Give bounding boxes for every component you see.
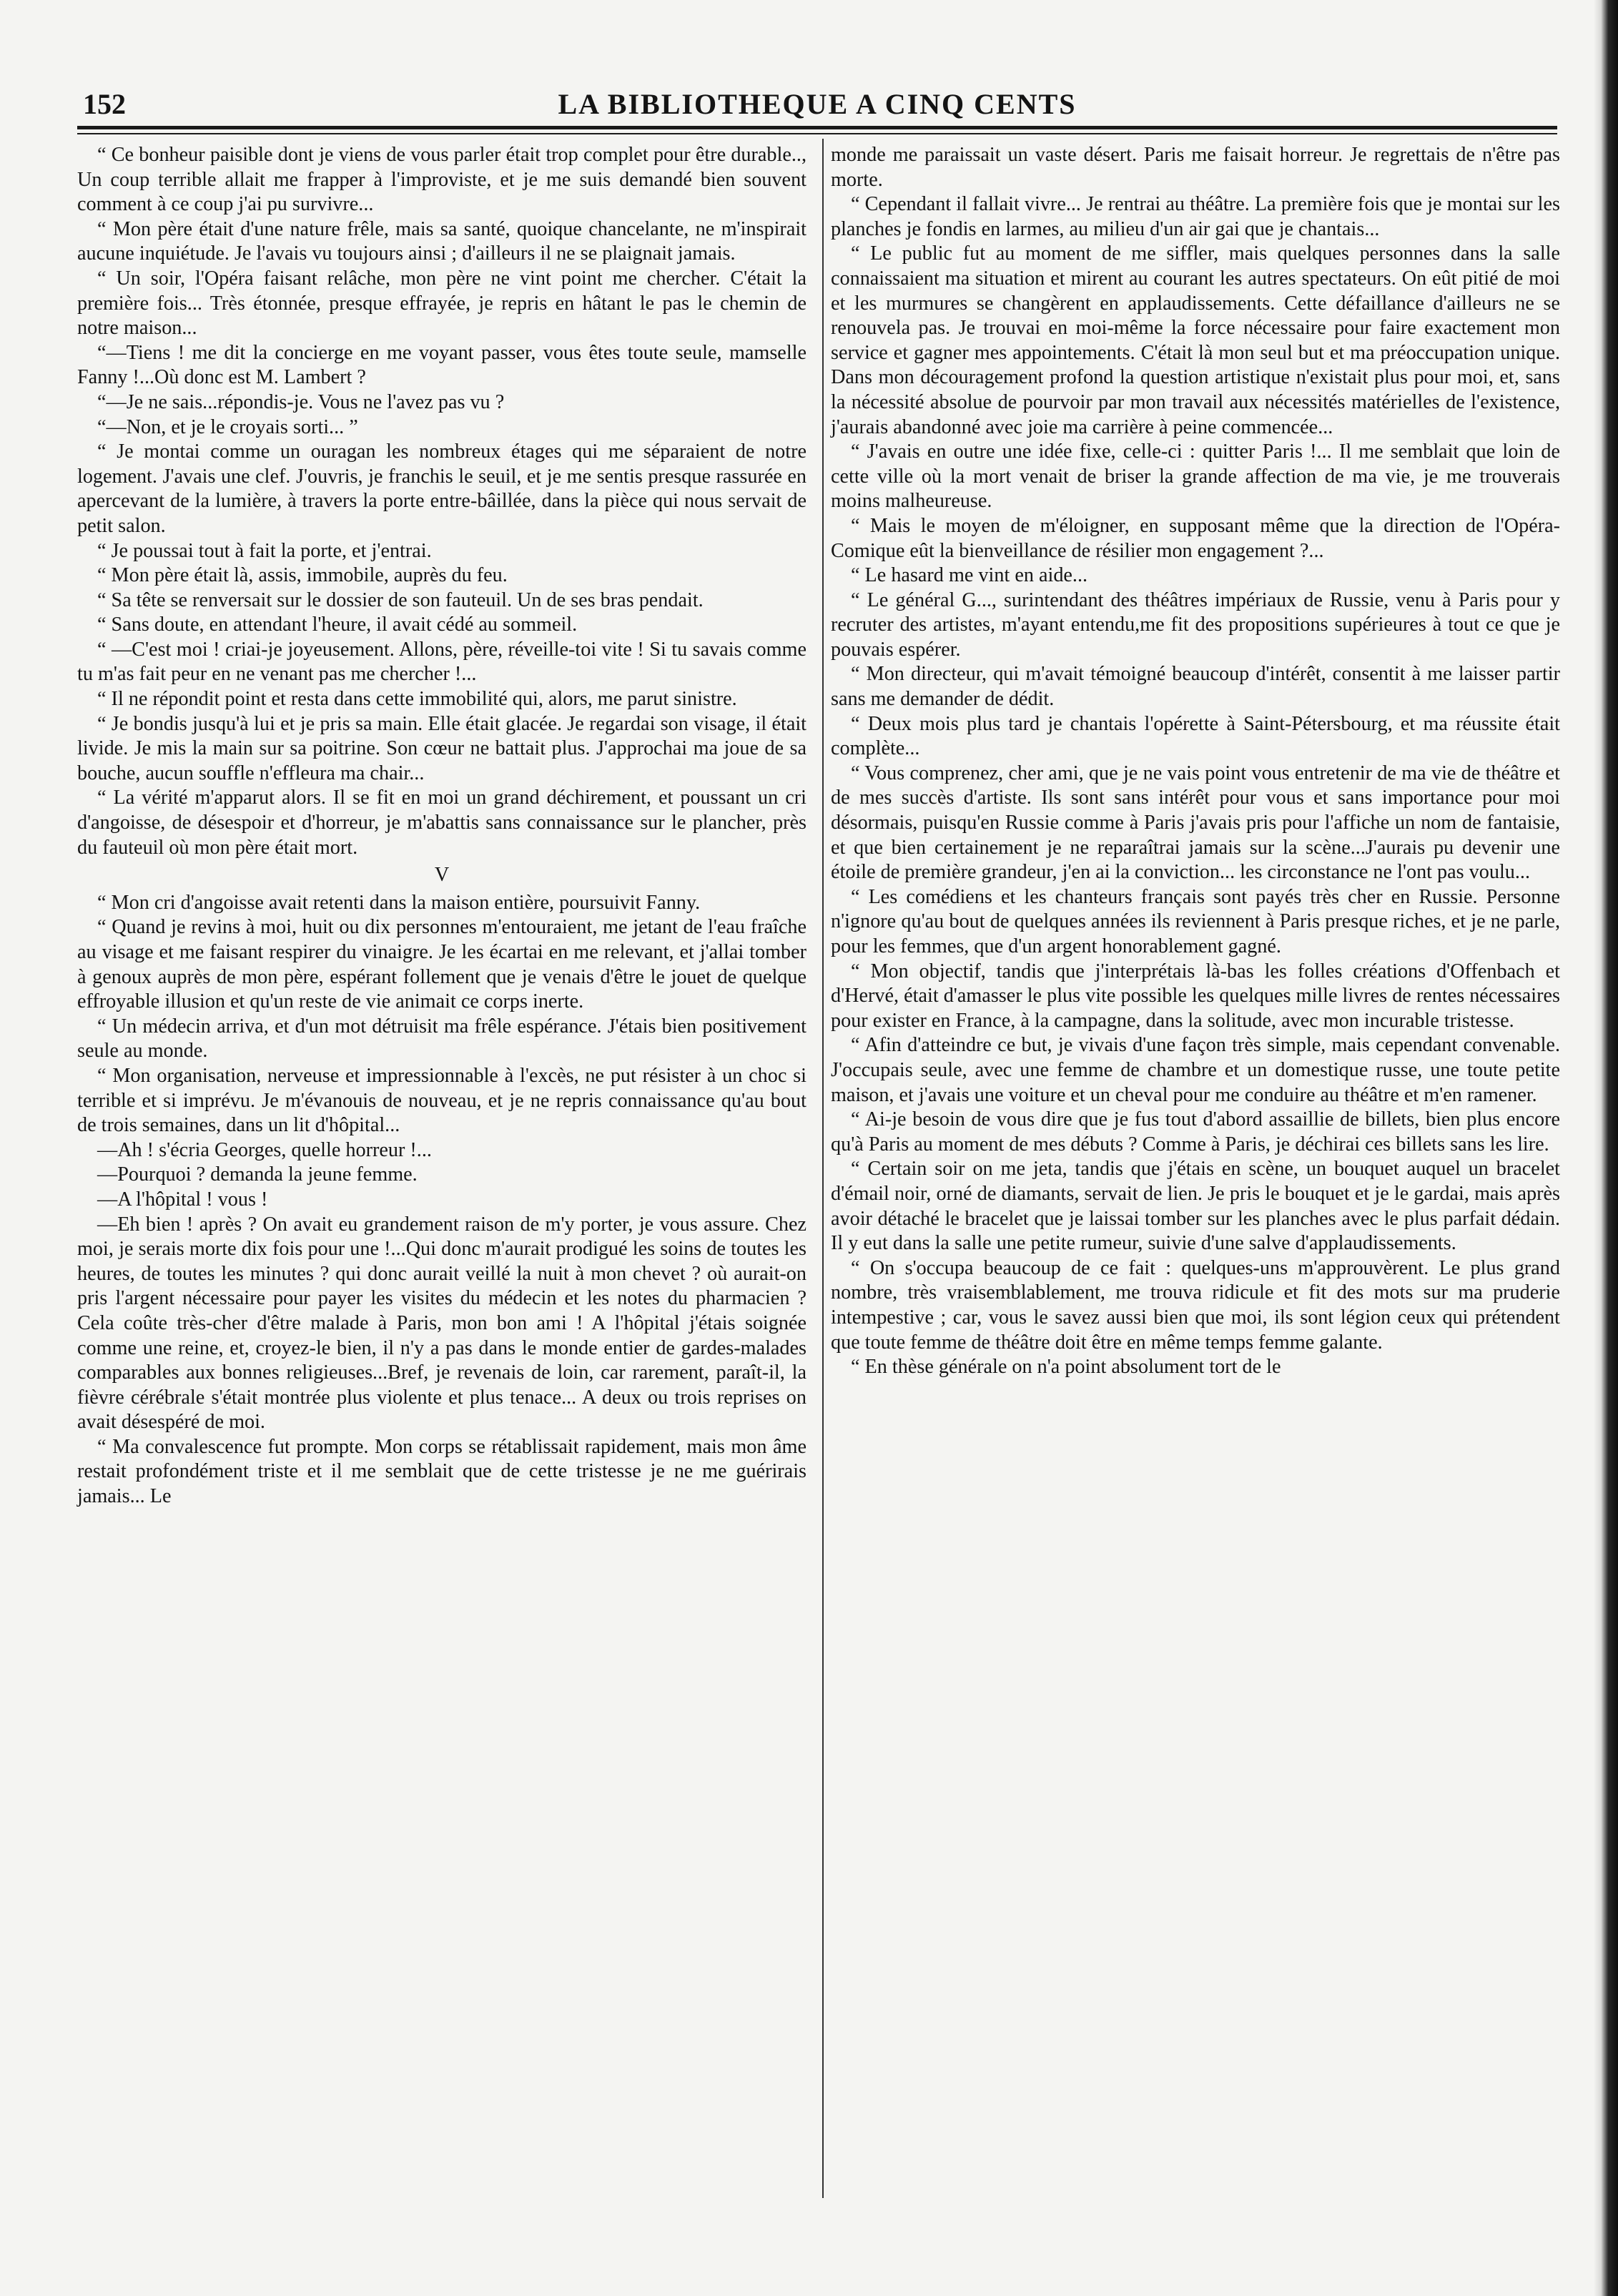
paragraph: “ Je montai comme un ouragan les nombreux étages qui me séparaient de notre logement. J'avais une clef. J'ouvris, je franchis le seuil, et je me sentis presque rassurée en apercevant de la lumière, à travers la porte entre-bâillée, dans la pièce qui nous servait de petit salon.: [77, 440, 806, 537]
paragraph: “—Non, et je le croyais sorti... ”: [97, 415, 358, 438]
paragraph: “ Le public fut au moment de me siffler, mais quelques personnes dans la salle connaissaient ma situation et mirent au courant les autres spectateurs. On eût pitié de moi et les murmures se changèrent en applaudissements. Cette défaillance d'ailleurs ne se renouvela pas. Je trouvai en moi-même la force nécessaire pour faire exactement mon service et gagner mes appointements. C'était là mon seul but et ma préoccupation unique. Dans mon découragement profond la question artistique n'existait plus pour moi, et, sans la nécessité absolue de pourvoir par mon travail aux nécessités matérielles de l'existence, j'aurais abandonné avec joie ma carrière à peine commencée...: [831, 242, 1560, 438]
paragraph: “ Sa tête se renversait sur le dossier de son fauteuil. Un de ses bras pendait.: [97, 588, 704, 611]
page-binding-edge: [1594, 0, 1618, 2296]
left-column: [77, 143, 806, 1509]
paragraph: monde me paraissait un vaste désert. Paris me faisait horreur. Je regrettais de n'être pas morte.: [831, 144, 1560, 191]
header-rule-thick: [77, 126, 1557, 129]
paragraph: “ J'avais en outre une idée fixe, celle-ci : quitter Paris !... Il me semblait que loin de cette ville où la mort venait de briser la grande affection de ma vie, je me trouverais moins malheureuse.: [831, 440, 1560, 513]
paragraph: “ Il ne répondit point et resta dans cette immobilité qui, alors, me parut sinistre.: [97, 688, 737, 711]
paragraph: “ Je bondis jusqu'à lui et je pris sa main. Elle était glacée. Je regardai son visage, il était livide. Je mis la main sur sa poitrine. Son cœur ne battait plus. J'approchai ma joue de sa bouche, aucun souffle n'effleura ma chair...: [77, 712, 806, 784]
column-divider: [822, 139, 824, 2198]
paragraph: —Ah ! s'écria Georges, quelle horreur !...: [97, 1138, 432, 1161]
header-rule-thin: [77, 133, 1557, 134]
running-title: LA BIBLIOTHEQUE A CINQ CENTS: [558, 88, 1077, 120]
paragraph: “ Ai-je besoin de vous dire que je fus tout d'abord assaillie de billets, bien plus encore qu'à Paris au moment de mes débuts ? Comme à Paris, je déchirai ces billets sans les lire.: [831, 1108, 1560, 1156]
paragraph: “ Cependant il fallait vivre... Je rentrai au théâtre. La première fois que je montai sur les planches je fondis en larmes, au milieu d'un air gai que je chantais...: [831, 193, 1560, 240]
paragraph: “ Mon directeur, qui m'avait témoigné beaucoup d'intérêt, consentit à me laisser partir sans me demander de dédit.: [831, 663, 1560, 711]
paragraph: “ La vérité m'apparut alors. Il se fit en moi un grand déchirement, et poussant un cri d'angoisse, de désespoir et d'horreur, je m'abattis sans connaissance sur le plancher, près du fauteuil où mon père était mort.: [77, 787, 806, 859]
paragraph: “ Quand je revins à moi, huit ou dix personnes m'entouraient, me jetant de l'eau fraîche au visage et me faisant respirer du vinaigre. Je les écartai en me relevant, et j'allai tomber à genoux auprès de mon père, espérant follement que je venais d'être le jouet de quelque effroyable illusion et qu'un reste de vie animait ce corps inerte.: [77, 916, 806, 1013]
paragraph: “ Mais le moyen de m'éloigner, en supposant même que la direction de l'Opéra-Comique eût la bienveillance de résilier mon engagement ?...: [831, 514, 1560, 562]
paragraph: “ Le hasard me vint en aide...: [851, 564, 1088, 587]
paragraph: —Eh bien ! après ? On avait eu grandement raison de m'y porter, je vous assure. Chez moi, je serais morte dix fois pour une !...Qui donc m'aurait prodigué les soins de toutes les heures, de toutes les minutes ? qui donc aurait veillé la nuit à mon chevet ? où aurait-on pris l'argent nécessaire pour payer les visites du médecin et les notes du pharmacien ? Cela coûte très-cher d'être malade à Paris, mon bon ami ! A l'hôpital j'étais soignée comme une reine, et, croyez-le bien, il n'y a pas dans le monde entier de gardes-malades comparables aux bonnes religieuses...Bref, je revenais de loin, car rarement, paraît-il, la fièvre cérébrale s'était montrée plus violente et plus tenace... A deux ou trois reprises on avait désespéré de moi.: [77, 1213, 806, 1434]
paragraph: —A l'hôpital ! vous !: [97, 1188, 268, 1211]
paragraph: “ Les comédiens et les chanteurs français sont payés très cher en Russie. Personne n'ignore qu'au bout de quelques années ils reviennent à Paris presque riches, et je ne parle, pour les femmes, que d'un argent honorablement gagné.: [831, 885, 1560, 957]
paragraph: “ Un médecin arriva, et d'un mot détruisit ma frêle espérance. J'étais bien positivement seule au monde.: [77, 1015, 806, 1063]
paragraph: “ Sans doute, en attendant l'heure, il avait cédé au sommeil.: [97, 614, 578, 636]
paragraph: “ Vous comprenez, cher ami, que je ne vais point vous entretenir de ma vie de théâtre et de mes succès d'artiste. Ils sont sans intérêt pour vous et sans importance pour moi désormais, puisqu'en Russie comme à Paris j'avais pris pour l'affiche un nom de fantaisie, et que bien certainement je ne reparaîtrai jamais sur la scène...J'aurais pu devenir une étoile de première grandeur, j'en ai la conviction... les circonstance ne l'ont pas voulu...: [831, 762, 1560, 884]
paragraph: “ Mon père était d'une nature frêle, mais sa santé, quoique chancelante, ne m'inspirait aucune inquiétude. Je l'avais vu toujours ainsi ; d'ailleurs il ne se plaignait jamais.: [77, 217, 806, 265]
paragraph: “ Le général G..., surintendant des théâtres impériaux de Russie, venu à Paris pour y recruter des artistes, m'ayant entendu,me fit des propositions supérieures à tout ce que je pouvais espérer.: [831, 588, 1560, 661]
paragraph: —Pourquoi ? demanda la jeune femme.: [97, 1163, 418, 1186]
paragraph: “ —C'est moi ! criai-je joyeusement. Allons, père, réveille-toi vite ! Si tu savais comme tu m'as fait peur en ne venant pas me chercher !...: [77, 638, 806, 686]
page-number: 152: [83, 88, 126, 120]
paragraph: “ Deux mois plus tard je chantais l'opérette à Saint-Pétersbourg, et ma réussite était complète...: [831, 712, 1560, 760]
paragraph: “ Afin d'atteindre ce but, je vivais d'une façon très simple, mais cependant convenable. J'occupais seule, avec une femme de chambre et un domestique russe, une toute petite maison, et j'avais une voiture et un cheval pour me conduire au théâtre et m'en ramener.: [831, 1034, 1560, 1106]
paragraph: “ Mon objectif, tandis que j'interprétais là-bas les folles créations d'Offenbach et d'Hervé, était d'amasser le plus vite possible les quelques mille livres de rentes nécessaires pour exister en France, à la campagne, dans la solitude, avec mon incurable tristesse.: [831, 960, 1560, 1032]
paragraph: “ Mon cri d'angoisse avait retenti dans la maison entière, poursuivit Fanny.: [97, 891, 701, 914]
paragraph: “ Un soir, l'Opéra faisant relâche, mon père ne vint point me chercher. C'était la première fois... Très étonnée, presque effrayée, je repris en hâtant le pas le chemin de notre maison...: [77, 267, 806, 340]
paragraph: “—Je ne sais...répondis-je. Vous ne l'avez pas vu ?: [97, 390, 505, 413]
paragraph: “ Ma convalescence fut prompte. Mon corps se rétablissait rapidement, mais mon âme restait profondément triste et il me semblait que de cette tristesse je ne me guérirais jamais... Le: [77, 1435, 806, 1508]
paragraph: “ Certain soir on me jeta, tandis que j'étais en scène, un bouquet auquel un bracelet d'émail noir, orné de diamants, servait de lien. Je pris le bouquet et je le gardai, mais après avoir détaché le bracelet que je laissai tomber sur les planches avec le plus parfait dédain. Il y eut dans la salle une petite rumeur, suivie d'une salve d'applaudissements.: [831, 1158, 1560, 1255]
paragraph: “ Mon père était là, assis, immobile, auprès du feu.: [97, 564, 508, 587]
paragraph: “ Je poussai tout à fait la porte, et j'entrai.: [97, 539, 432, 562]
paragraph: “ Mon organisation, nerveuse et impressionnable à l'excès, ne put résister à un choc si terrible et si imprévu. Je m'évanouis de nouveau, et je ne repris connaissance qu'au bout de trois semaines, dans un lit d'hôpital...: [77, 1064, 806, 1137]
paragraph: “ Ce bonheur paisible dont je viens de vous parler était trop complet pour être durable.., Un coup terrible allait me frapper à l'improviste, et je me suis demandé bien souvent comment à ce coup j'ai pu survivre...: [77, 144, 806, 216]
section-heading: V: [434, 864, 450, 887]
page-header: [77, 84, 1557, 127]
right-column: [831, 143, 1560, 1380]
paragraph: “ On s'occupa beaucoup de ce fait : quelques-uns m'approuvèrent. Le plus grand nombre, très vraisemblablement, me trouva ridicule et fit des mots sur ma pruderie intempestive ; car, vous le savez aussi bien que moi, ils sont légion ceux qui prétendent que toute femme de théâtre doit être en même temps femme galante.: [831, 1256, 1560, 1354]
paragraph: “—Tiens ! me dit la concierge en me voyant passer, vous êtes toute seule, mamselle Fanny !...Où donc est M. Lambert ?: [77, 341, 806, 389]
paragraph: “ En thèse générale on n'a point absolument tort de le: [851, 1356, 1281, 1379]
